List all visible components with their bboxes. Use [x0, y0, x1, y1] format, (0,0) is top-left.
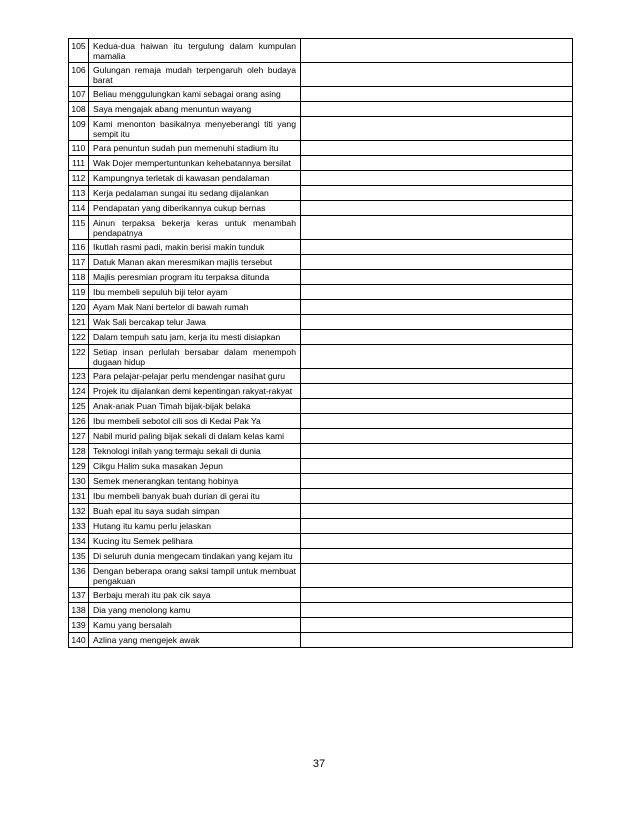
- answer-cell: [301, 330, 573, 345]
- row-number: 107: [69, 87, 89, 102]
- answer-cell: [301, 315, 573, 330]
- row-number: 126: [69, 414, 89, 429]
- table-row: [69, 429, 573, 444]
- sentence-cell: Ayam Mak Nani bertelor di bawah rumah: [89, 300, 301, 315]
- sentence-cell: Kami menonton basikalnya menyeberangi titi yang sempit itu: [89, 117, 301, 141]
- answer-cell: [301, 171, 573, 186]
- answer-cell: [301, 39, 573, 63]
- table-row: [69, 444, 573, 459]
- sentence-cell: Para pelajar-pelajar perlu mendengar nasihat guru: [89, 369, 301, 384]
- row-number: 117: [69, 255, 89, 270]
- answer-cell: [301, 201, 573, 216]
- answer-cell: [301, 459, 573, 474]
- row-number: 116: [69, 240, 89, 255]
- answer-cell: [301, 384, 573, 399]
- sentence-cell: Dengan beberapa orang saksi tampil untuk membuat pengakuan: [89, 564, 301, 588]
- table-row: [69, 216, 573, 240]
- row-number: 118: [69, 270, 89, 285]
- row-number: 115: [69, 216, 89, 240]
- table-row: [69, 534, 573, 549]
- answer-cell: [301, 300, 573, 315]
- table-row: [69, 117, 573, 141]
- row-number: 129: [69, 459, 89, 474]
- row-number: 122: [69, 345, 89, 369]
- sentence-cell: Kerja pedalaman sungai itu sedang dijalankan: [89, 186, 301, 201]
- answer-cell: [301, 504, 573, 519]
- row-number: 113: [69, 186, 89, 201]
- answer-cell: [301, 474, 573, 489]
- answer-cell: [301, 117, 573, 141]
- row-number: 127: [69, 429, 89, 444]
- sentence-cell: Kucing itu Semek pelihara: [89, 534, 301, 549]
- sentence-cell: Nabil murid paling bijak sekali di dalam kelas kami: [89, 429, 301, 444]
- sentence-cell: Buah epal itu saya sudah simpan: [89, 504, 301, 519]
- sentence-cell: Saya mengajak abang menuntun wayang: [89, 102, 301, 117]
- row-number: 131: [69, 489, 89, 504]
- row-number: 119: [69, 285, 89, 300]
- sentence-cell: Datuk Manan akan meresmikan majlis tersebut: [89, 255, 301, 270]
- row-number: 134: [69, 534, 89, 549]
- row-number: 111: [69, 156, 89, 171]
- table-row: [69, 549, 573, 564]
- answer-cell: [301, 414, 573, 429]
- answer-cell: [301, 399, 573, 414]
- sentence-cell: Pendapatan yang diberikannya cukup bernas: [89, 201, 301, 216]
- table-row: [69, 102, 573, 117]
- answer-cell: [301, 489, 573, 504]
- answer-cell: [301, 519, 573, 534]
- sentence-cell: Azlina yang mengejek awak: [89, 633, 301, 648]
- sentence-cell: Kamu yang bersalah: [89, 618, 301, 633]
- row-number: 128: [69, 444, 89, 459]
- answer-cell: [301, 588, 573, 603]
- sentence-cell: Dia yang menolong kamu: [89, 603, 301, 618]
- table-row: [69, 489, 573, 504]
- answer-cell: [301, 186, 573, 201]
- table-row: [69, 285, 573, 300]
- answer-cell: [301, 444, 573, 459]
- sentence-cell: Ibu membeli sepuluh biji telor ayam: [89, 285, 301, 300]
- row-number: 123: [69, 369, 89, 384]
- table-row: [69, 504, 573, 519]
- row-number: 110: [69, 141, 89, 156]
- sentence-cell: Beliau menggulungkan kami sebagai orang asing: [89, 87, 301, 102]
- table-row: [69, 186, 573, 201]
- sentence-cell: Kedua-dua haiwan itu tergulung dalam kumpulan mamalia: [89, 39, 301, 63]
- answer-cell: [301, 633, 573, 648]
- sentence-cell: Setiap insan perlulah bersabar dalam menempoh dugaan hidup: [89, 345, 301, 369]
- sentence-cell: Projek itu dijalankan demi kepentingan rakyat-rakyat: [89, 384, 301, 399]
- sentence-cell: Teknologi inilah yang termaju sekali di dunia: [89, 444, 301, 459]
- row-number: 137: [69, 588, 89, 603]
- table-row: [69, 141, 573, 156]
- answer-cell: [301, 141, 573, 156]
- row-number: 136: [69, 564, 89, 588]
- table-row: [69, 201, 573, 216]
- row-number: 106: [69, 63, 89, 87]
- table-row: [69, 459, 573, 474]
- sentence-cell: Wak Dojer mempertuntunkan kehebatannya bersilat: [89, 156, 301, 171]
- answer-cell: [301, 345, 573, 369]
- answer-cell: [301, 549, 573, 564]
- table-row: [69, 369, 573, 384]
- sentence-cell: Ibu membeli sebotol cili sos di Kedai Pak Ya: [89, 414, 301, 429]
- table-row: [69, 474, 573, 489]
- answer-cell: [301, 87, 573, 102]
- answer-cell: [301, 240, 573, 255]
- row-number: 138: [69, 603, 89, 618]
- table-row: [69, 315, 573, 330]
- sentence-cell: Di seluruh dunia mengecam tindakan yang kejam itu: [89, 549, 301, 564]
- answer-cell: [301, 618, 573, 633]
- row-number: 124: [69, 384, 89, 399]
- row-number: 120: [69, 300, 89, 315]
- table-row: [69, 39, 573, 63]
- sentence-cell: Ibu membeli banyak buah durian di gerai itu: [89, 489, 301, 504]
- page-number: 37: [312, 758, 326, 770]
- row-number: 109: [69, 117, 89, 141]
- sentence-cell: Dalam tempuh satu jam, kerja itu mesti disiapkan: [89, 330, 301, 345]
- sentence-cell: Ikutlah rasmi padi, makin berisi makin tunduk: [89, 240, 301, 255]
- table-row: [69, 618, 573, 633]
- table-row: [69, 63, 573, 87]
- row-number: 125: [69, 399, 89, 414]
- row-number: 139: [69, 618, 89, 633]
- sentence-cell: Gulungan remaja mudah terpengaruh oleh budaya barat: [89, 63, 301, 87]
- row-number: 108: [69, 102, 89, 117]
- row-number: 114: [69, 201, 89, 216]
- table-row: [69, 384, 573, 399]
- row-number: 121: [69, 315, 89, 330]
- row-number: 133: [69, 519, 89, 534]
- row-number: 130: [69, 474, 89, 489]
- sentence-cell: Anak-anak Puan Timah bijak-bijak belaka: [89, 399, 301, 414]
- sentence-table-body: [69, 39, 573, 648]
- row-number: 105: [69, 39, 89, 63]
- row-number: 132: [69, 504, 89, 519]
- answer-cell: [301, 285, 573, 300]
- table-row: [69, 399, 573, 414]
- sentence-cell: Berbaju merah itu pak cik saya: [89, 588, 301, 603]
- table-row: [69, 519, 573, 534]
- table-row: [69, 588, 573, 603]
- answer-cell: [301, 255, 573, 270]
- table-row: [69, 330, 573, 345]
- sentence-table: [68, 38, 573, 648]
- answer-cell: [301, 156, 573, 171]
- table-row: [69, 156, 573, 171]
- answer-cell: [301, 102, 573, 117]
- table-row: [69, 240, 573, 255]
- answer-cell: [301, 63, 573, 87]
- table-row: [69, 270, 573, 285]
- sentence-cell: Semek menerangkan tentang hobinya: [89, 474, 301, 489]
- table-row: [69, 603, 573, 618]
- answer-cell: [301, 564, 573, 588]
- sentence-cell: Ainun terpaksa bekerja keras untuk menambah pendapatnya: [89, 216, 301, 240]
- sentence-cell: Wak Sali bercakap telur Jawa: [89, 315, 301, 330]
- answer-cell: [301, 216, 573, 240]
- row-number: 122: [69, 330, 89, 345]
- row-number: 140: [69, 633, 89, 648]
- sentence-cell: Kampungnya terletak di kawasan pendalaman: [89, 171, 301, 186]
- answer-cell: [301, 534, 573, 549]
- table-row: [69, 255, 573, 270]
- answer-cell: [301, 603, 573, 618]
- table-row: [69, 87, 573, 102]
- table-row: [69, 300, 573, 315]
- answer-cell: [301, 369, 573, 384]
- answer-cell: [301, 270, 573, 285]
- table-row: [69, 345, 573, 369]
- table-row: [69, 564, 573, 588]
- table-row: [69, 633, 573, 648]
- sentence-cell: Majlis peresmian program itu terpaksa ditunda: [89, 270, 301, 285]
- table-row: [69, 414, 573, 429]
- sentence-cell: Hutang itu kamu perlu jelaskan: [89, 519, 301, 534]
- sentence-cell: Cikgu Halim suka masakan Jepun: [89, 459, 301, 474]
- answer-cell: [301, 429, 573, 444]
- table-row: [69, 171, 573, 186]
- row-number: 135: [69, 549, 89, 564]
- row-number: 112: [69, 171, 89, 186]
- sentence-cell: Para penuntun sudah pun memenuhi stadium itu: [89, 141, 301, 156]
